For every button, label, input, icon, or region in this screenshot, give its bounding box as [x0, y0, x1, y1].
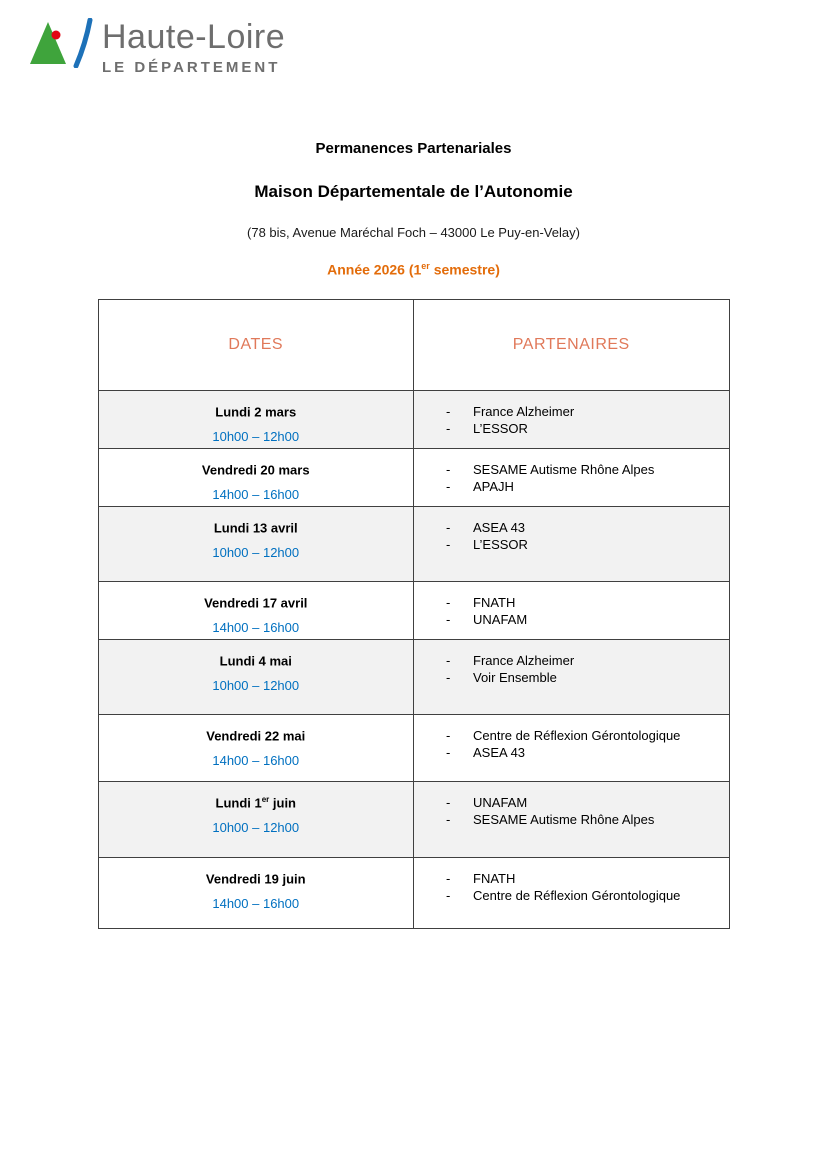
partner-bullet-dash: -: [446, 519, 451, 535]
partner-item: [446, 420, 721, 438]
partner-item: [446, 811, 721, 829]
row-date: [99, 871, 414, 886]
partner-item: [446, 478, 721, 496]
row-time: 14h00 – 16h00: [212, 486, 300, 502]
page-title: Permanences Partenariales: [315, 140, 512, 157]
partner-bullet-dash: -: [446, 870, 451, 886]
partner-item: [446, 403, 721, 421]
partner-bullet-dash: -: [446, 888, 451, 904]
address-line: (78 bis, Avenue Maréchal Foch – 43000 Le Puy-en-Velay): [247, 225, 580, 240]
partner-item: [446, 461, 721, 479]
haute-loire-logo-icon: [30, 18, 94, 68]
row-date: [99, 404, 414, 419]
partners-cell: [414, 448, 730, 506]
partners-column-header: PARTENAIRES: [414, 299, 730, 390]
row-time: 14h00 – 16h00: [212, 619, 300, 635]
row-date: [99, 462, 414, 477]
department-logo: [30, 14, 797, 76]
date-cell: [98, 390, 414, 448]
year-prefix: Année 2026 (1: [327, 261, 422, 278]
partner-bullet-dash: -: [446, 612, 451, 628]
partner-name: Centre de Réflexion Gérontologique: [473, 727, 681, 743]
partner-bullet-dash: -: [446, 812, 451, 828]
partner-bullet-dash: -: [446, 461, 451, 477]
partner-item: [446, 519, 721, 537]
date-cell: [98, 448, 414, 506]
partner-item: [446, 887, 721, 905]
row-date-main: Lundi 13 avril: [213, 519, 298, 535]
schedule-table-head: [98, 299, 729, 390]
row-time: 10h00 – 12h00: [212, 677, 300, 693]
row-date-main: Vendredi 19 juin: [205, 870, 306, 886]
row-time: 10h00 – 12h00: [212, 428, 300, 444]
row-time: 10h00 – 12h00: [212, 544, 300, 560]
logo-name: Haute-Loire: [102, 18, 286, 56]
partner-name: Voir Ensemble: [473, 670, 557, 686]
partners-cell: [414, 639, 730, 714]
partner-bullet-dash: -: [446, 652, 451, 668]
partner-name: APAJH: [473, 479, 514, 495]
row-date: [99, 728, 414, 743]
partners-cell: [414, 390, 730, 448]
row-date-main: Lundi 4 mai: [219, 652, 292, 668]
partner-bullet-dash: -: [446, 745, 451, 761]
partner-item: [446, 744, 721, 762]
partner-name: ASEA 43: [473, 745, 526, 761]
partner-name: Centre de Réflexion Gérontologique: [473, 888, 681, 904]
schedule-row: [98, 581, 729, 639]
partner-list: [446, 461, 721, 496]
year-superscript: er: [421, 261, 430, 271]
partner-bullet-dash: -: [446, 403, 451, 419]
row-time: 10h00 – 12h00: [212, 819, 300, 835]
partner-name: UNAFAM: [473, 794, 528, 810]
partner-list: [446, 594, 721, 629]
partner-bullet-dash: -: [446, 421, 451, 437]
partner-name: France Alzheimer: [473, 403, 575, 419]
schedule-row: [98, 857, 729, 928]
date-cell: [98, 857, 414, 928]
schedule-row: [98, 781, 729, 857]
partner-item: [446, 870, 721, 888]
row-date-main: Vendredi 17 avril: [204, 594, 308, 610]
partner-name: FNATH: [473, 870, 516, 886]
partner-list: [446, 519, 721, 554]
partner-item: [446, 594, 721, 612]
partners-cell: [414, 581, 730, 639]
partner-item: [446, 727, 721, 745]
partner-bullet-dash: -: [446, 727, 451, 743]
partner-bullet-dash: -: [446, 794, 451, 810]
partner-name: UNAFAM: [473, 612, 528, 628]
date-cell: [98, 639, 414, 714]
schedule-row: [98, 506, 729, 581]
partner-item: [446, 536, 721, 554]
partners-cell: [414, 506, 730, 581]
logo-subtitle: LE DÉPARTEMENT: [102, 59, 281, 76]
partner-list: [446, 794, 721, 829]
dates-column-header: DATES: [98, 299, 414, 390]
date-cell: [98, 714, 414, 781]
partner-bullet-dash: -: [446, 479, 451, 495]
row-date: [99, 795, 414, 810]
partner-list: [446, 727, 721, 762]
partner-list: [446, 652, 721, 687]
header-row: [98, 299, 729, 390]
row-date-rest: juin: [269, 794, 296, 810]
partners-cell: [414, 857, 730, 928]
partner-item: [446, 652, 721, 670]
schedule-row: [98, 639, 729, 714]
date-cell: [98, 781, 414, 857]
partner-name: ASEA 43: [473, 519, 526, 535]
partner-item: [446, 669, 721, 687]
partner-name: L’ESSOR: [473, 537, 528, 553]
schedule-row: [98, 714, 729, 781]
row-date: [99, 595, 414, 610]
row-date-main: Lundi 2 mars: [215, 403, 297, 419]
row-time: 14h00 – 16h00: [212, 752, 300, 768]
row-date: [99, 653, 414, 668]
partner-name: L’ESSOR: [473, 421, 528, 437]
partner-name: FNATH: [473, 594, 516, 610]
partner-list: [446, 403, 721, 438]
row-date: [99, 520, 414, 535]
partner-item: [446, 611, 721, 629]
partner-name: France Alzheimer: [473, 652, 575, 668]
partner-name: SESAME Autisme Rhône Alpes: [473, 812, 655, 828]
logo-text: [102, 14, 285, 76]
row-date-main: Lundi 1: [215, 794, 262, 810]
year-suffix: semestre): [429, 261, 500, 278]
date-cell: [98, 581, 414, 639]
partners-cell: [414, 714, 730, 781]
schedule-table-body: [98, 390, 729, 928]
partner-item: [446, 794, 721, 812]
year-line: [30, 261, 797, 278]
schedule-row: [98, 448, 729, 506]
schedule-table: [98, 299, 730, 929]
row-date-superscript: er: [261, 794, 270, 804]
row-date-main: Vendredi 22 mai: [206, 727, 306, 743]
partners-cell: [414, 781, 730, 857]
row-date-main: Vendredi 20 mars: [201, 461, 310, 477]
partner-bullet-dash: -: [446, 670, 451, 686]
partner-list: [446, 870, 721, 905]
row-time: 14h00 – 16h00: [212, 895, 300, 911]
date-cell: [98, 506, 414, 581]
partner-bullet-dash: -: [446, 537, 451, 553]
schedule-row: [98, 390, 729, 448]
partner-bullet-dash: -: [446, 594, 451, 610]
partner-name: SESAME Autisme Rhône Alpes: [473, 461, 655, 477]
document-body: [30, 140, 797, 929]
subtitle-maison: Maison Départementale de l’Autonomie: [254, 182, 573, 201]
